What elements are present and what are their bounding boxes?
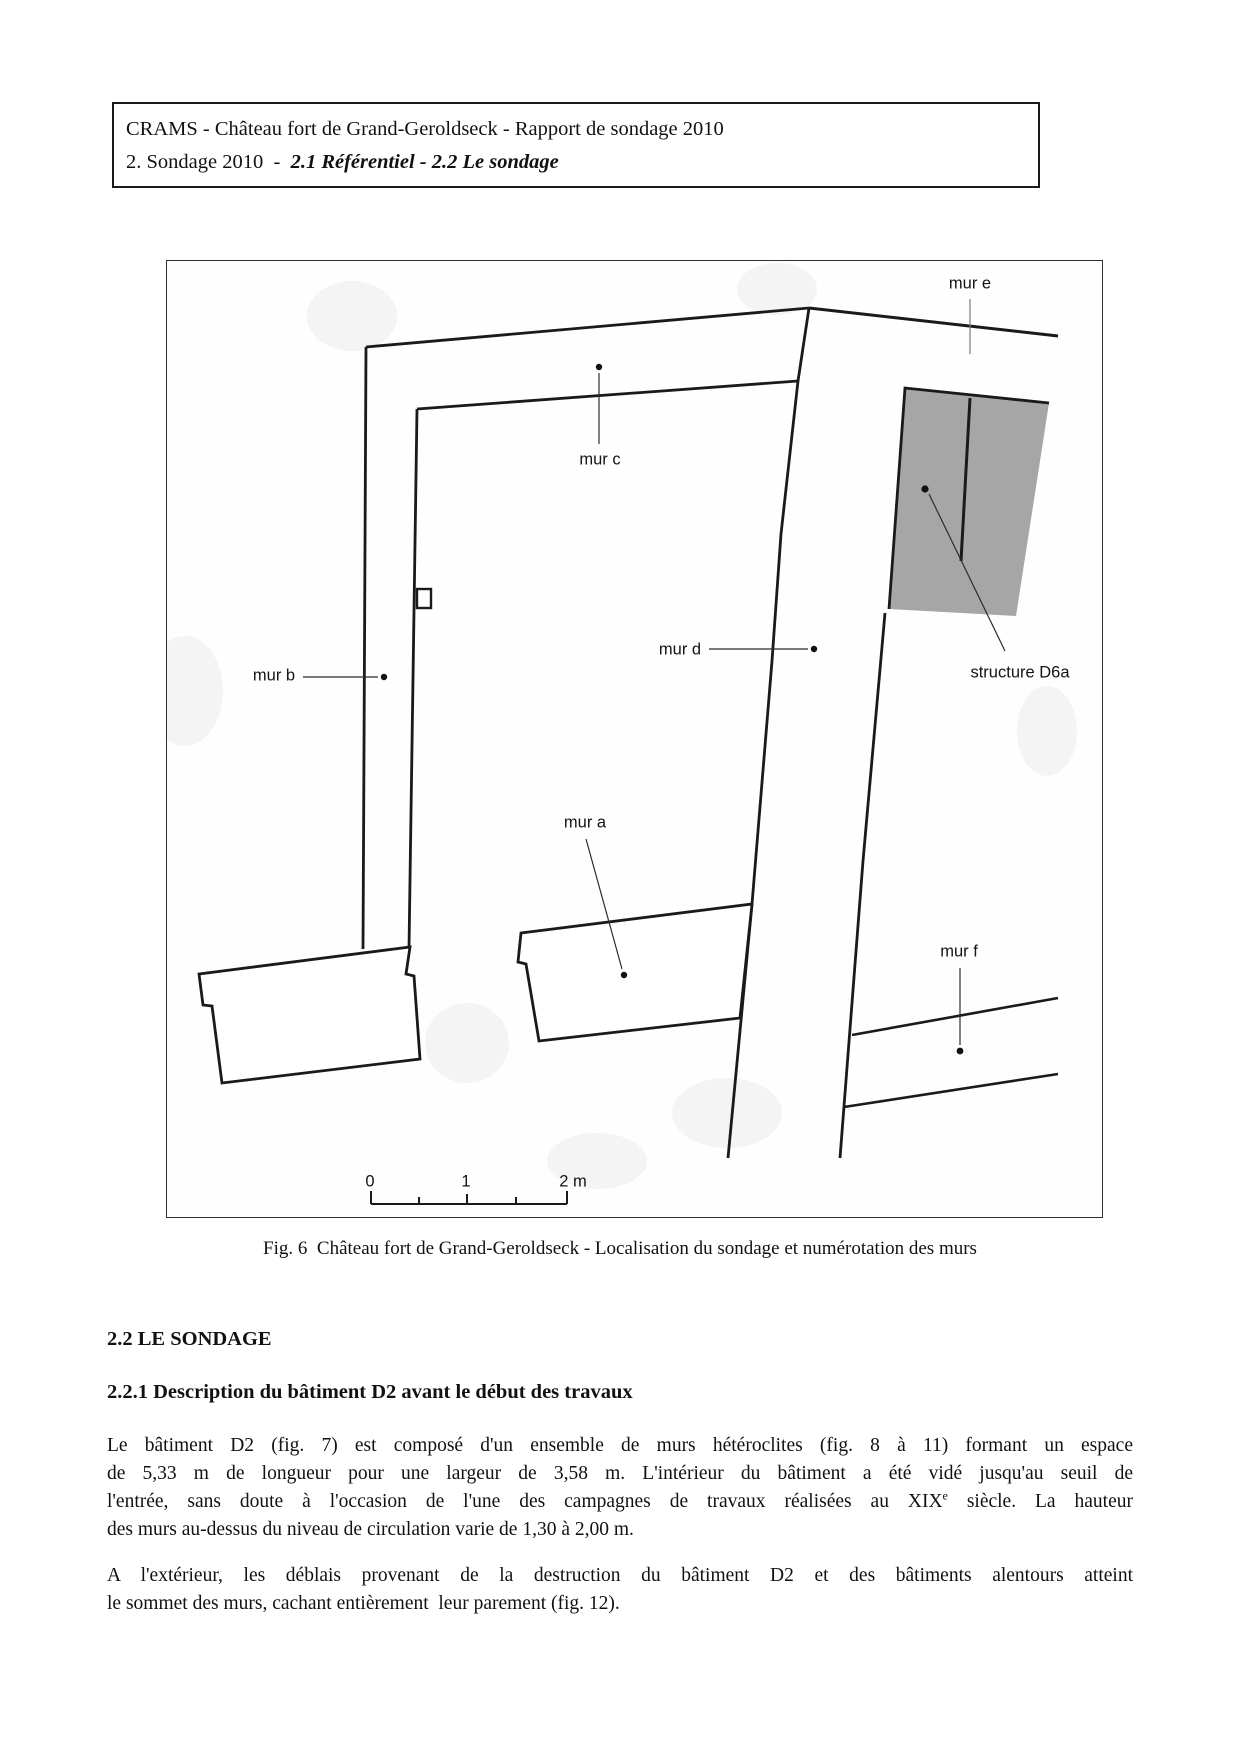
report-header-box [112, 102, 1040, 188]
label-mur-b: mur b [252, 666, 296, 685]
label-mur-a: mur a [563, 813, 607, 832]
wall-b-inner [409, 409, 417, 948]
paragraph-1-line-4: des murs au-dessus du niveau de circulation varie de 1,30 à 2,00 m. [107, 1519, 634, 1540]
wall-c-inner [417, 381, 798, 409]
building-southwest [199, 947, 420, 1083]
wall-f-lower [844, 1074, 1058, 1107]
dot-mur-d [811, 646, 817, 652]
century-superscript: e [942, 1488, 948, 1503]
site-plan-drawing [167, 261, 1104, 1219]
paragraph-2 [107, 1562, 1133, 1618]
label-mur-d: mur d [658, 640, 702, 659]
paragraph-1-line-1: Le bâtiment D2 (fig. 7) est composé d'un ensemble de murs hétéroclites (fig. 8 à 11) formant un espace [107, 1435, 1133, 1456]
report-title: CRAMS - Château fort de Grand-Geroldseck - Rapport de sondage 2010 [126, 118, 724, 140]
label-mur-f: mur f [940, 942, 978, 961]
scale-tick-0: 0 [365, 1172, 375, 1191]
report-subtitle-sections: 2.1 Référentiel - 2.2 Le sondage [290, 151, 559, 173]
paragraph-2-line-1: A l'extérieur, les déblais provenant de la destruction du bâtiment D2 et des bâtiments alentours atteint [107, 1565, 1133, 1586]
scale-tick-1: 1 [461, 1172, 471, 1191]
wall-a-fragment [518, 904, 752, 1041]
dot-structure-d6a [921, 485, 928, 492]
dot-mur-b [381, 674, 387, 680]
paragraph-2-line-2: le sommet des murs, cachant entièrement leur parement (fig. 12). [107, 1593, 620, 1614]
heading-2-2-1: 2.2.1 Description du bâtiment D2 avant le début des travaux [107, 1381, 633, 1403]
dot-mur-a [621, 972, 627, 978]
paragraph-1 [107, 1432, 1133, 1544]
wall-d-left [728, 308, 809, 1158]
scale-bar [371, 1191, 567, 1204]
heading-2-2: 2.2 LE SONDAGE [107, 1328, 272, 1350]
wall-b-notch [417, 589, 431, 608]
scale-tick-2m: 2 m [559, 1172, 587, 1191]
dot-mur-f [957, 1048, 964, 1055]
wall-d-right [840, 613, 885, 1158]
wall-e [809, 308, 1058, 336]
report-subtitle-chapter: 2. Sondage 2010 - [126, 151, 291, 173]
paragraph-1-line-3-text: l'entrée, sans doute à l'occasion de l'une des campagnes de travaux réalisées au XIX [107, 1491, 943, 1512]
figure-caption: Fig. 6 Château fort de Grand-Geroldseck - Localisation du sondage et numérotation des murs [263, 1238, 977, 1259]
label-mur-e: mur e [948, 274, 992, 293]
label-mur-c: mur c [579, 450, 621, 469]
label-structure-d6a: structure D6a [970, 663, 1070, 682]
dot-mur-c [596, 364, 602, 370]
figure-6-plan [166, 260, 1103, 1218]
paragraph-1-line-3-end: siècle. La hauteur [947, 1491, 1133, 1512]
wall-f-upper [852, 998, 1058, 1035]
paragraph-1-line-3 [107, 1488, 1133, 1516]
report-subtitle [126, 145, 1038, 179]
wall-c-outer [366, 308, 809, 347]
paragraph-1-line-2: de 5,33 m de longueur pour une largeur de 3,58 m. L'intérieur du bâtiment a été vidé jusqu'au seuil de [107, 1463, 1133, 1484]
wall-b-outer [363, 347, 366, 949]
